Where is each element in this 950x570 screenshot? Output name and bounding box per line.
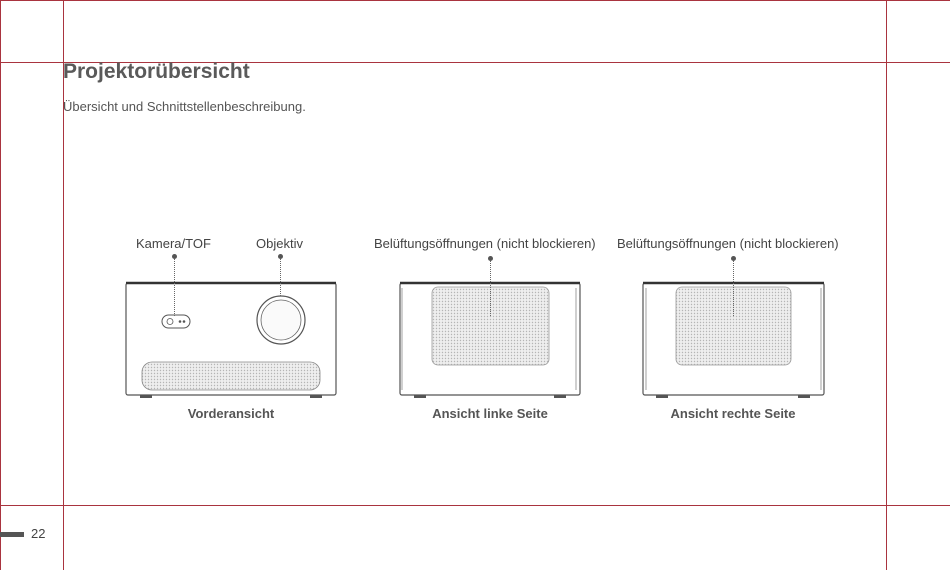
front-grille <box>142 362 320 390</box>
caption-left-view: Ansicht linke Seite <box>432 406 548 421</box>
leader-line-lens <box>280 259 281 296</box>
callout-camera-tof: Kamera/TOF <box>136 236 211 251</box>
leader-line-camera <box>174 259 175 316</box>
camera-tof-sensor <box>162 315 190 328</box>
lens-glass <box>261 300 301 340</box>
front-view-projector <box>126 283 336 398</box>
callout-vent-left: Belüftungsöffnungen (nicht blockieren) <box>374 236 596 251</box>
caption-front-view: Vorderansicht <box>187 406 275 421</box>
page-number: 22 <box>31 526 46 541</box>
leader-line-vent-right <box>733 261 734 316</box>
page-number-bar <box>0 532 24 537</box>
callout-vent-right: Belüftungsöffnungen (nicht blockieren) <box>617 236 839 251</box>
callout-lens: Objektiv <box>256 236 303 251</box>
caption-right-view: Ansicht rechte Seite <box>670 406 796 421</box>
page-subtitle: Übersicht und Schnittstellenbeschreibung. <box>63 99 306 114</box>
page-title: Projektorübersicht <box>63 60 250 83</box>
leader-line-vent-left <box>490 261 491 316</box>
